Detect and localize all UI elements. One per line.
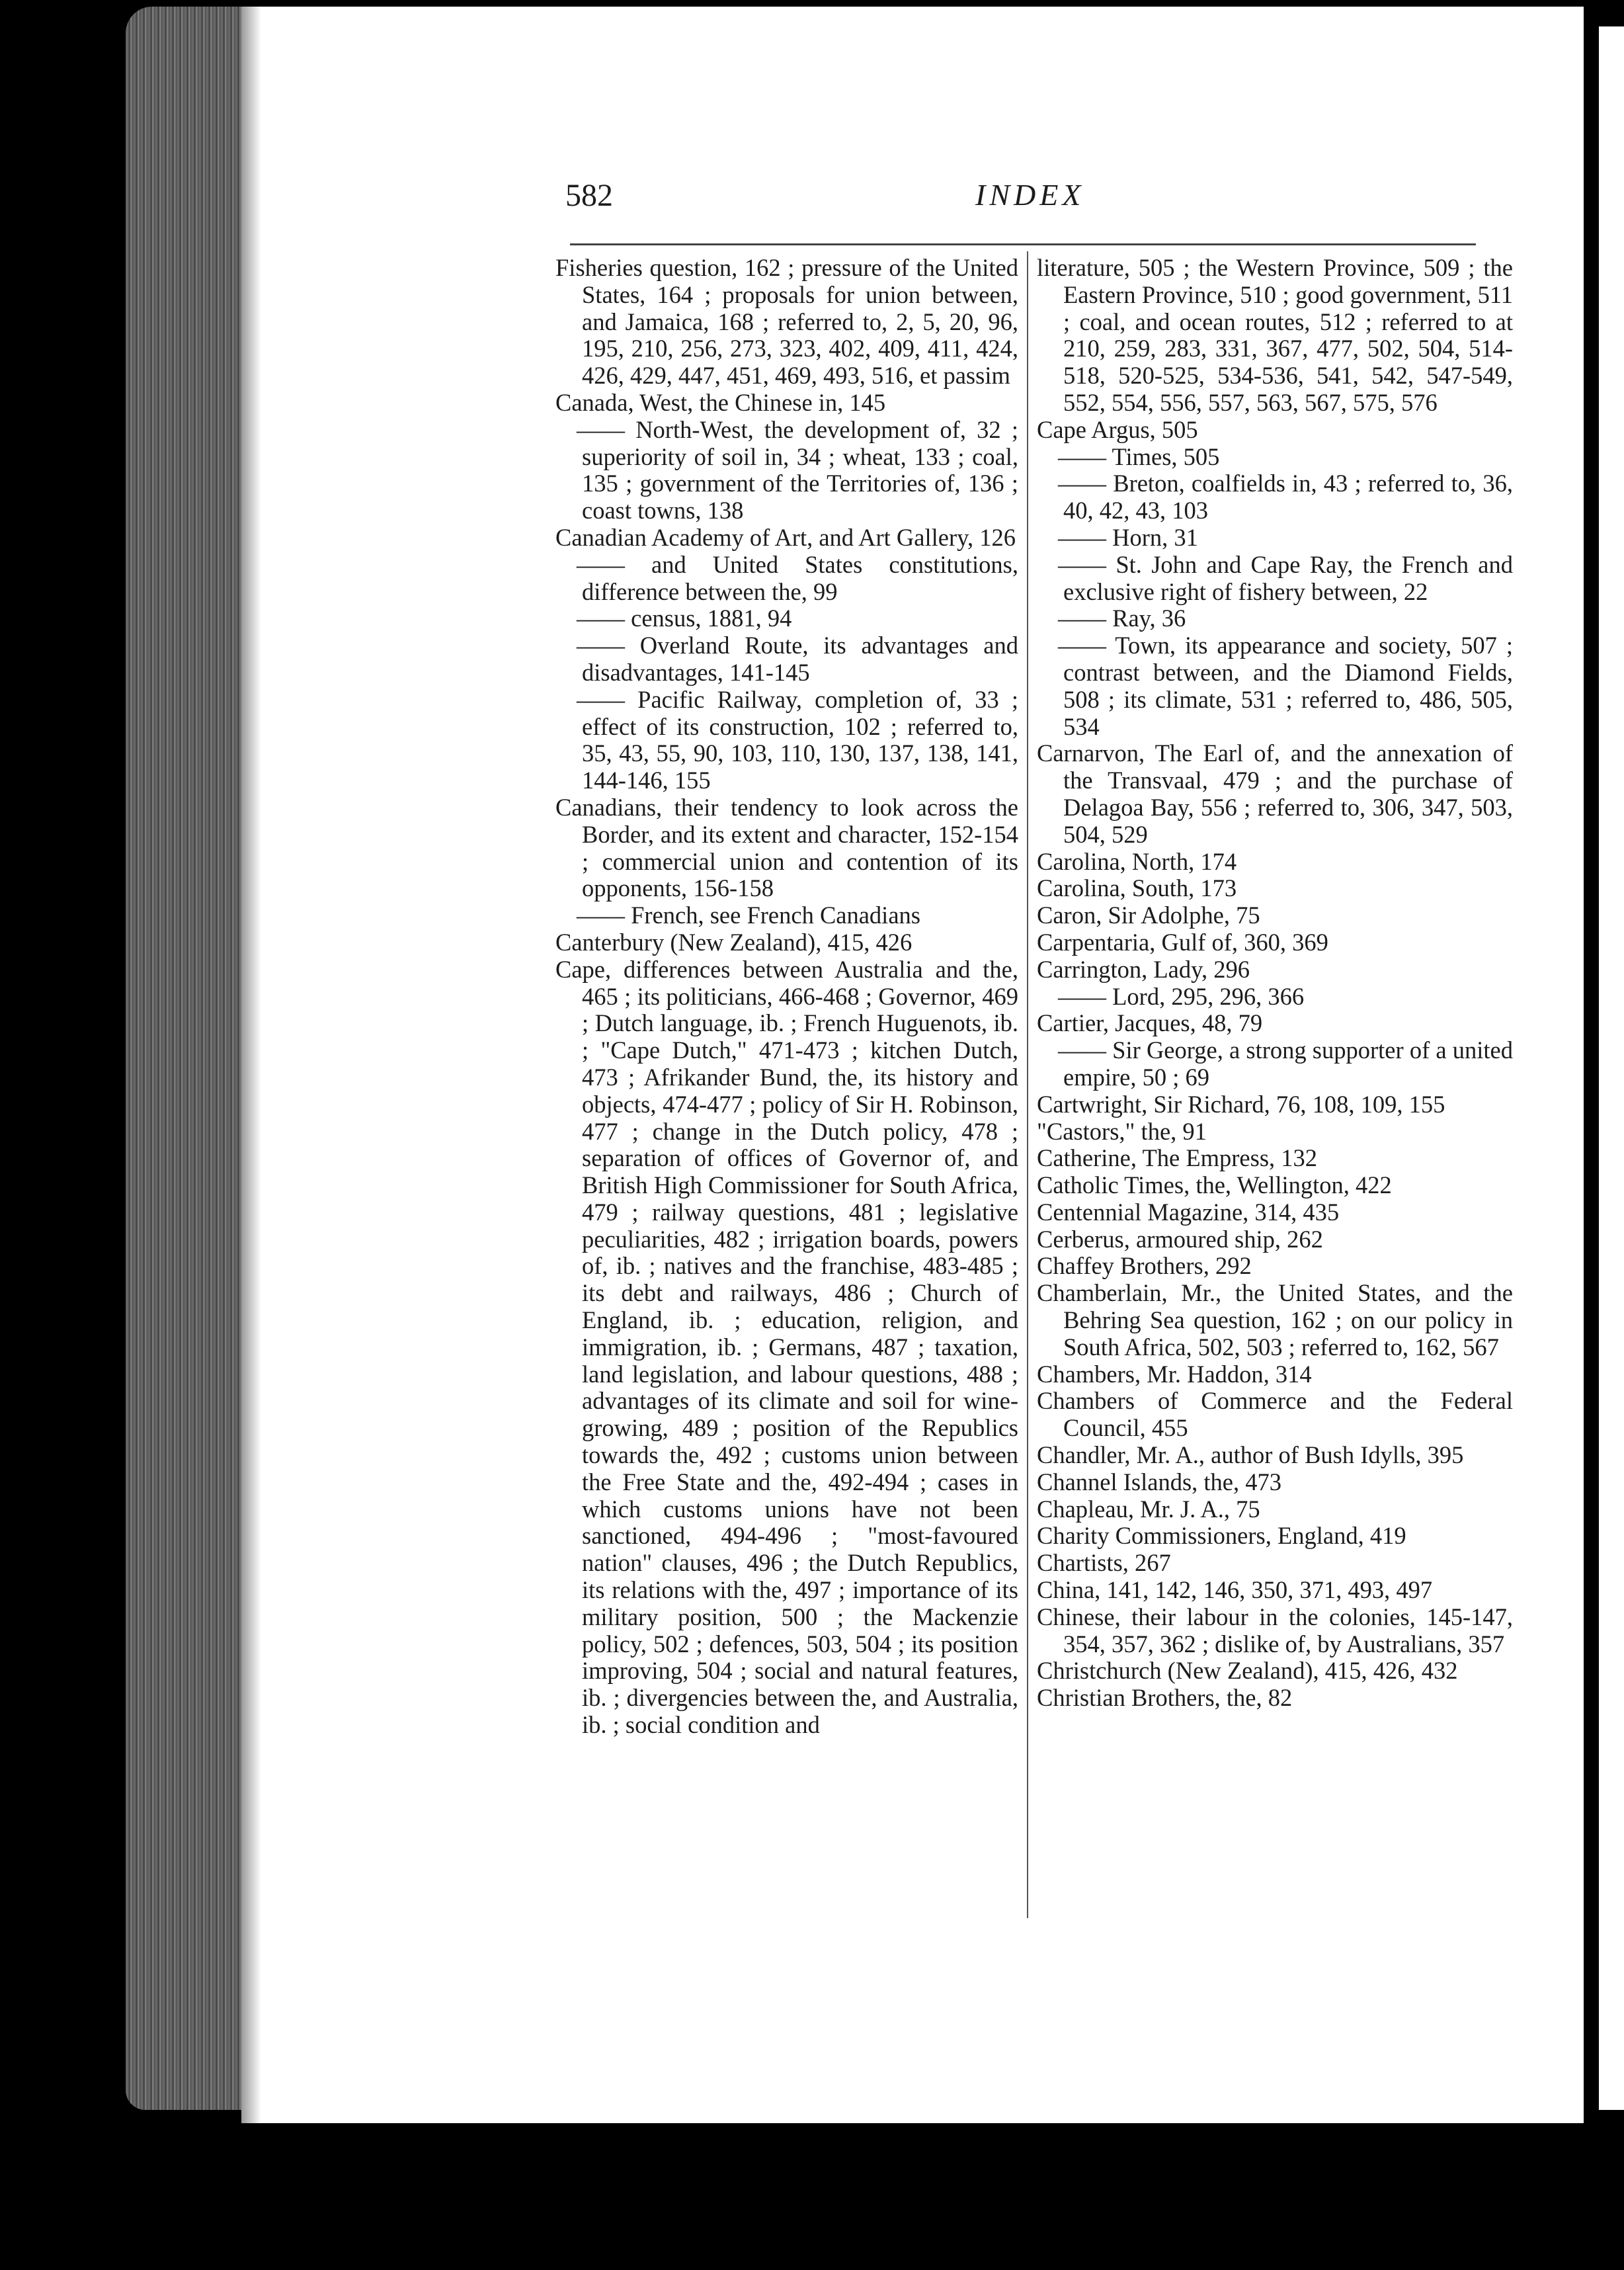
index-entry: China, 141, 142, 146, 350, 371, 493, 497 <box>1037 1576 1433 1604</box>
index-entry: Carnarvon, The Earl of, and the annexation of the Transvaal, 479 ; and the purchase of Delagoa Bay, 556 ; referred to, 306, 347, 503, 504, 529 <box>1037 739 1513 848</box>
page-number: 582 <box>565 178 613 213</box>
index-entry: Charity Commissioners, England, 419 <box>1037 1522 1406 1550</box>
index-entry: Carolina, South, 173 <box>1037 874 1237 902</box>
index-subentry: —— and United States constitutions, difference between the, 99 <box>555 552 1018 606</box>
index-subentry: —— Overland Route, its advantages and disadvantages, 141-145 <box>555 632 1018 687</box>
book-page-edges <box>126 7 258 2110</box>
page-gutter-shadow <box>241 7 261 2123</box>
index-entry: Chambers, Mr. Haddon, 314 <box>1037 1360 1312 1388</box>
index-entry: Cape, differences between Australia and the, 465 ; its politicians, 466-468 ; Governor, 469 ; Dutch language, ib. ; French Huguenots, ib. ; "Cape Dutch," 471-473 ; kitchen Dutch, 473 ; Afrikander Bund, the, its history and objects, 474-477 ; policy of Sir H. Robinson, 477 ; change in the Dutch policy, 478 ; separation of offices of Governor of, and British High Commissioner for South Africa, 479 ; railway questions, 481 ; legislative peculiarities, 482 ; irrigation boards, powers of, ib. ; natives and the franchise, 483-485 ; its debt and railways, 486 ; Church of England, ib. ; education, religion, and immigration, ib. ; Germans, 487 ; taxation, land legislation, and labour questions, 488 ; advantages of its climate and soil for wine-growing, 489 ; position of the Republics towards the, 492 ; customs union between the Free State and the, 492-494 ; cases in which customs unions have not been sanctioned, 494-496 ; "most-favoured nation" clauses, 496 ; the Dutch Republics, its relations with the, 497 ; importance of its military position, 500 ; the Mackenzie policy, 502 ; defences, 503, 504 ; its position improving, 504 ; social and natural features, ib. ; divergencies between the, and Australia, ib. ; social condition and <box>555 955 1018 1739</box>
index-column-right <box>1037 255 1513 1712</box>
index-entry: Canterbury (New Zealand), 415, 426 <box>555 928 913 956</box>
page-header <box>565 177 1491 230</box>
index-entry: Chamberlain, Mr., the United States, and the Behring Sea question, 162 ; on our policy in South Africa, 502, 503 ; referred to, 162, 567 <box>1037 1279 1513 1361</box>
index-subentry: —— North-West, the development of, 32 ; superiority of soil in, 34 ; wheat, 133 ; coal, 135 ; government of the Territories of, 136 ; coast towns, 138 <box>555 417 1018 525</box>
index-entry: Chartists, 267 <box>1037 1549 1171 1577</box>
index-entry: Chandler, Mr. A., author of Bush Idylls, 395 <box>1037 1441 1464 1469</box>
index-subentry: —— Times, 505 <box>1037 444 1513 471</box>
index-entry: Canada, West, the Chinese in, 145 <box>555 388 886 416</box>
index-subentry: —— Lord, 295, 296, 366 <box>1037 984 1513 1011</box>
index-subentry: —— Ray, 36 <box>1037 605 1513 632</box>
index-entry: "Castors," the, 91 <box>1037 1117 1207 1145</box>
index-entry: Cartwright, Sir Richard, 76, 108, 109, 155 <box>1037 1090 1445 1118</box>
index-subentry: —— census, 1881, 94 <box>555 605 1018 632</box>
index-entry: Chambers of Commerce and the Federal Council, 455 <box>1037 1387 1513 1442</box>
index-entry: Carrington, Lady, 296 <box>1037 955 1250 983</box>
index-entry: Carolina, North, 174 <box>1037 847 1237 875</box>
index-entry: Christian Brothers, the, 82 <box>1037 1684 1293 1712</box>
index-entry: Catholic Times, the, Wellington, 422 <box>1037 1171 1392 1199</box>
index-entry: Chinese, their labour in the colonies, 145-147, 354, 357, 362 ; dislike of, by Australians, 357 <box>1037 1603 1513 1658</box>
index-entry: Canadians, their tendency to look across the Border, and its extent and character, 152-154 ; commercial union and contention of its opponents, 156-158 <box>555 793 1018 902</box>
index-entry-continued: literature, 505 ; the Western Province, 509 ; the Eastern Province, 510 ; good government, 511 ; coal, and ocean routes, 512 ; referred to at 210, 259, 283, 331, 367, 477, 502, 504, 514-518, 520-525, 534-536, 541, 542, 547-549, 552, 554, 556, 557, 563, 567, 575, 576 <box>1037 254 1513 416</box>
index-entry-continued: Fisheries question, 162 ; pressure of the United States, 164 ; proposals for union between, and Jamaica, 168 ; referred to, 2, 5, 20, 96, 195, 210, 256, 273, 323, 402, 409, 411, 424, 426, 429, 447, 451, 469, 493, 516, et passim <box>555 254 1018 390</box>
index-entry: Cape Argus, 505 <box>1037 415 1198 443</box>
index-entry: Carpentaria, Gulf of, 360, 369 <box>1037 928 1328 956</box>
index-subentry: —— French, see French Canadians <box>555 902 1018 929</box>
index-entry: Canadian Academy of Art, and Art Gallery, 126 <box>555 523 1016 551</box>
index-subentry: —— Breton, coalfields in, 43 ; referred to, 36, 40, 42, 43, 103 <box>1037 470 1513 525</box>
index-entry: Caron, Sir Adolphe, 75 <box>1037 902 1260 929</box>
index-subentry: —— Horn, 31 <box>1037 525 1513 552</box>
index-entry: Cerberus, armoured ship, 262 <box>1037 1225 1323 1253</box>
running-head: INDEX <box>975 178 1085 212</box>
index-entry: Catherine, The Empress, 132 <box>1037 1144 1318 1172</box>
index-subentry: —— Town, its appearance and society, 507 ; contrast between, and the Diamond Fields, 508 ; its climate, 531 ; referred to, 486, 505, 534 <box>1037 632 1513 740</box>
index-entry: Centennial Magazine, 314, 435 <box>1037 1198 1340 1226</box>
header-rule <box>570 243 1476 245</box>
index-entry: Chaffey Brothers, 292 <box>1037 1252 1252 1280</box>
index-subentry: —— Pacific Railway, completion of, 33 ; effect of its construction, 102 ; referred to, 35, 43, 55, 90, 103, 110, 130, 137, 138, 141, 144-146, 155 <box>555 687 1018 794</box>
next-page-edge <box>1599 26 1624 2110</box>
index-subentry: —— St. John and Cape Ray, the French and exclusive right of fishery between, 22 <box>1037 552 1513 606</box>
column-divider <box>1027 251 1028 1918</box>
index-entry: Cartier, Jacques, 48, 79 <box>1037 1009 1263 1037</box>
index-subentry: —— Sir George, a strong supporter of a united empire, 50 ; 69 <box>1037 1037 1513 1091</box>
index-entry: Chapleau, Mr. J. A., 75 <box>1037 1495 1260 1523</box>
index-entry: Christchurch (New Zealand), 415, 426, 432 <box>1037 1657 1458 1685</box>
index-column-left <box>555 255 1018 1739</box>
index-entry: Channel Islands, the, 473 <box>1037 1468 1282 1495</box>
